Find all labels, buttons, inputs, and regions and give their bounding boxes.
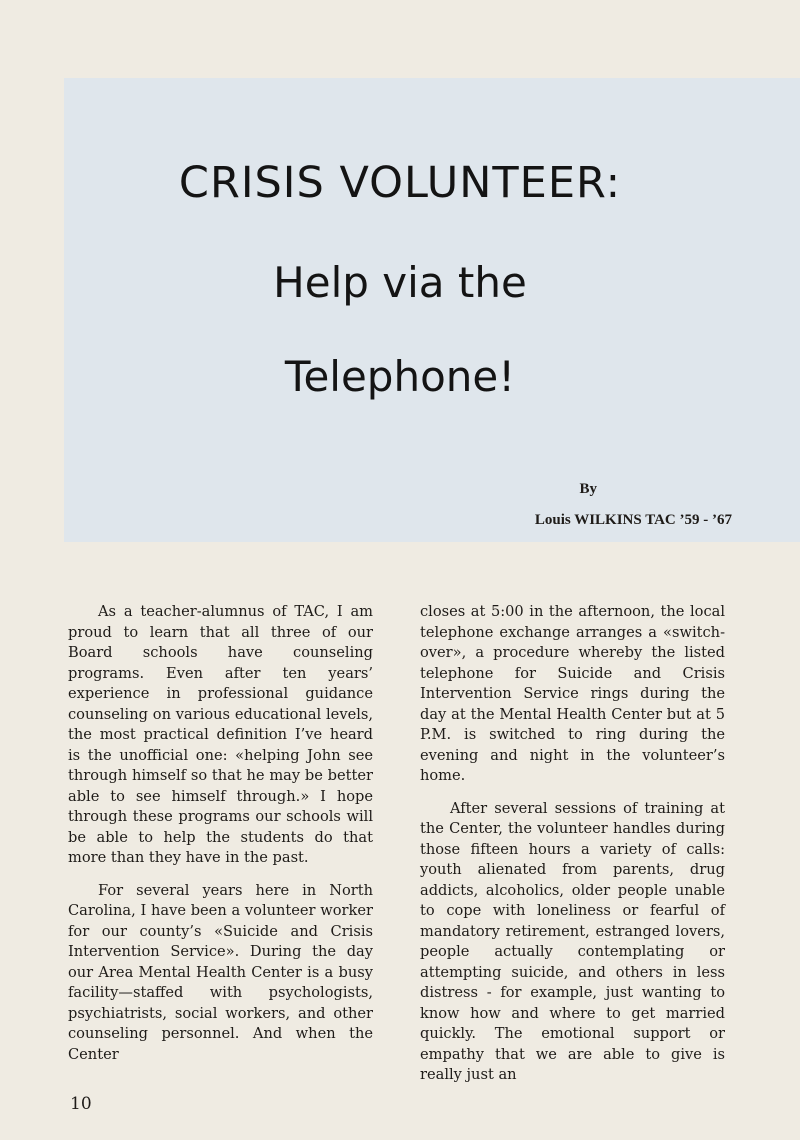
paragraph: As a teacher-alumnus of TAC, I am proud to learn that all three of our Board schools have counseling programs. Even after ten years’ experience in professional guidance counseling on various educational levels, the most practical definition I’ve heard is the unofficial one: «helping John see through himself so that he may be better able to see himself through.» I hope through these programs our schools will be able to help the students do that more than they have in the past. xyxy=(68,603,373,866)
byline-by: By xyxy=(579,481,597,497)
paragraph: closes at 5:00 in the afternoon, the local telephone exchange arranges a «switch-over», a procedure whereby the listed telephone for Suicide and Crisis Intervention Service rings during the day at the Mental Health Center but at 5 P.M. is switched to ring during the evening and night in the volunteer’s home. xyxy=(420,603,725,784)
article-subtitle-line1: Help via the xyxy=(273,258,527,307)
article-subtitle-line2: Telephone! xyxy=(284,352,516,401)
byline-author: Louis WILKINS TAC ’59 - ’67 xyxy=(534,512,732,528)
paragraph: After several sessions of training at the Center, the volunteer handles during those fifteen hours a variety of calls: youth alienated from parents, drug addicts, alcoholics, older people unable to cope with loneliness or fearful of mandatory retirement, estranged lovers, people actually contemplating or attempting suicide, and others in less distress - for example, just wanting to know how and where to get married quickly. The emotional support or empathy that we are able to give is really just an xyxy=(420,799,725,1083)
title-background-panel xyxy=(64,78,800,542)
left-column xyxy=(68,602,373,1077)
right-column xyxy=(420,602,725,1098)
article-title: CRISIS VOLUNTEER: xyxy=(178,158,622,208)
paragraph: For several years here in North Carolina, I have been a volunteer worker for our county’s «Suicide and Crisis Intervention Service». During the day our Area Mental Health Center is a busy facility—staffed with psychologists, psychiatrists, social workers, and other counseling personnel. And when the Center xyxy=(68,881,373,1063)
page-number: 10 xyxy=(70,1094,92,1114)
